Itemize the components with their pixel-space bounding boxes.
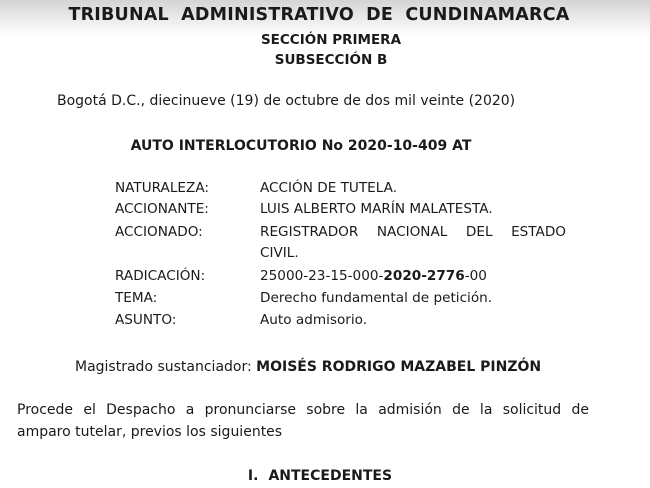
paragraph-line-1: Procede el Despacho a pronunciarse sobre la admisión de la solicitud de [17,402,589,418]
detail-row-accionante [115,201,493,217]
detail-value: REGISTRADOR NACIONAL DEL ESTADO [260,224,566,240]
date-line: Bogotá D.C., diecinueve (19) de octubre de dos mil veinte (2020) [57,93,516,109]
detail-value: Auto admisorio. [260,312,368,328]
detail-row-tema [115,290,492,306]
magistrate-name: MOISÉS RODRIGO MAZABEL PINZÓN [256,359,542,375]
detail-row-naturaleza [115,180,397,196]
detail-label: RADICACIÓN: [115,268,206,284]
section-title: ANTECEDENTES [268,468,393,484]
detail-row-asunto [115,312,367,328]
detail-row-radicacion [115,268,487,284]
subsection-name: SUBSECCIÓN B [274,52,388,68]
detail-label: TEMA: [115,290,158,306]
magistrate-label: Magistrado sustanciador: [75,359,257,375]
section-number: I. [247,468,259,484]
radicacion-number: 2020-2776 [383,268,465,284]
detail-value: LUIS ALBERTO MARÍN MALATESTA. [260,201,493,217]
magistrate-line [75,359,541,375]
paragraph-line-2: amparo tutelar, previos los siguientes [17,424,283,440]
detail-value: Derecho fundamental de petición. [260,290,493,306]
section-name: SECCIÓN PRIMERA [260,32,402,48]
detail-value: ACCIÓN DE TUTELA. [260,180,398,196]
detail-row-accionado-cont [115,245,299,261]
court-title: TRIBUNAL ADMINISTRATIVO DE CUNDINAMARCA [68,5,570,25]
detail-row-accionado [115,224,566,240]
radicacion-suffix: -00 [464,268,487,284]
detail-label: ACCIONANTE: [115,201,209,217]
radicacion-prefix: 25000-23-15-000- [260,268,384,284]
detail-label: NATURALEZA: [115,180,209,196]
detail-value [260,268,487,284]
section-heading [0,468,645,484]
detail-label: ASUNTO: [115,312,177,328]
auto-title: AUTO INTERLOCUTORIO No 2020-10-409 AT [130,138,472,154]
detail-value-continued: CIVIL. [260,245,299,261]
detail-label: ACCIONADO: [115,224,203,240]
